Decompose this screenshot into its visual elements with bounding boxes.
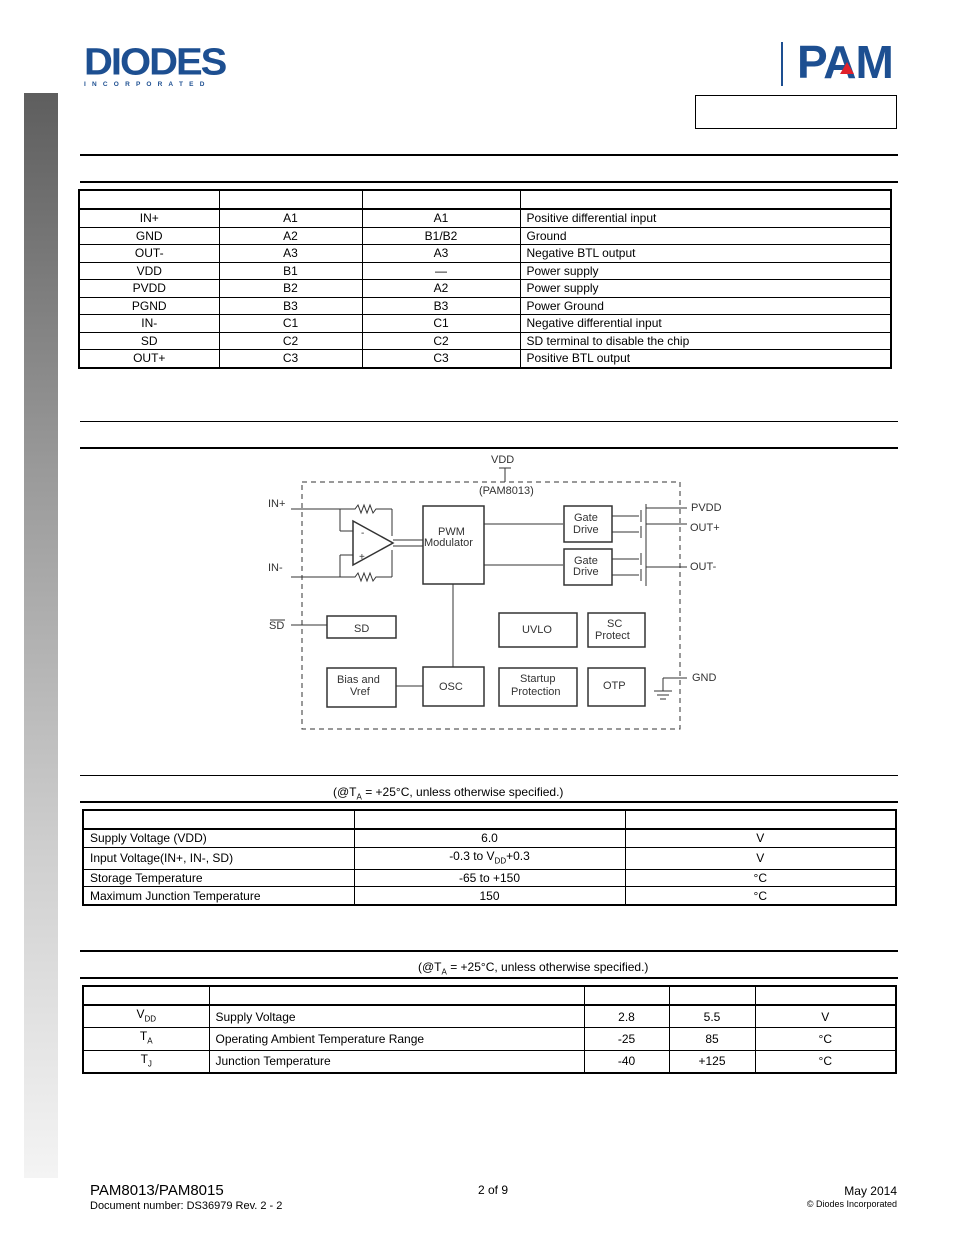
footer-page-number: 2 of 9 [478,1183,509,1197]
sc-label-2: Protect [595,630,630,642]
diodes-logo-subtext: I N C O R P O R A T E D [84,81,207,88]
table-row: GND A2 B1/B2 Ground [79,227,891,245]
gnd-label: GND [692,672,717,684]
header-blank-box [695,95,897,129]
startup-label-1: Startup [520,673,556,685]
in-minus-label: IN- [268,562,283,574]
pin-table-header [79,190,891,209]
table-row: $T_A$ Operating Ambient Temperature Range -25 85 °C [83,1028,896,1050]
gate1-label-2: Drive [573,524,599,536]
table-row: SD C2 C2 SD terminal to disable the chip [79,332,891,350]
header-divider [781,42,783,86]
gate2-label-2: Drive [573,566,599,578]
table-row: IN- C1 C1 Negative differential input [79,315,891,333]
diodes-logo-text: DIODES [84,41,226,83]
sd-pin-label: SD [269,620,285,632]
recop-note: ($@T_A = +25^\circ C$, unless otherwise specified.) [418,960,649,977]
footer-part-number: PAM8013/PAM8015 [90,1182,224,1199]
table-row: OUT+ C3 C3 Positive BTL output [79,350,891,368]
sc-label-1: SC [607,618,623,630]
gate2-label-1: Gate [574,555,598,567]
out-minus-label: OUT- [690,561,717,573]
table-row: IN+ A1 A1 Positive differential input [79,209,891,227]
pwm-label-1: PWM [438,526,465,538]
absmax-rule-bottom [80,801,898,803]
absmax-table [82,809,897,906]
diodes-logo [84,41,256,90]
table-row: $V_{DD}$ Supply Voltage 2.8 5.5 V [83,1005,896,1028]
diagram-rule-top [80,421,898,422]
bias-label-2: Vref [350,686,370,698]
pam-logo-text: PAM [797,36,893,88]
bias-label-1: Bias and [337,674,380,686]
diagram-rule-bottom [80,447,898,449]
absmax-table-header [83,810,896,829]
in-plus-label: IN+ [268,498,286,510]
uvlo-label: UVLO [522,624,552,636]
table-row: VDD B1 — Power supply [79,262,891,280]
vdd-label: VDD [491,454,515,466]
feedback-resistor-top [340,505,392,513]
out-plus-label: OUT+ [690,522,720,534]
section-rule-top [80,154,898,156]
pwm-label-2: Modulator [424,537,473,549]
startup-label-2: Protection [511,686,561,698]
pam-logo [797,36,901,88]
footer-document-number: Document number: DS36979 Rev. 2 - 2 [90,1200,283,1212]
section-rule-bottom [80,181,898,183]
otp-label: OTP [603,680,626,692]
absmax-note: ($@T_A = +25^\circ C$, unless otherwise specified.) [333,785,564,802]
table-row: Supply Voltage (VDD) 6.0 V [83,829,896,847]
osc-label: OSC [439,681,463,693]
pvdd-label: PVDD [691,502,722,514]
pam-red-triangle-icon [840,62,854,74]
opamp-minus-sign: - [361,528,365,539]
sd-block-label: SD [354,623,370,635]
pin-table [78,189,892,369]
recop-rule-top [80,950,898,952]
table-row: PVDD B2 A2 Power supply [79,280,891,298]
footer-date: May 2014 [844,1184,897,1198]
feedback-resistor-bottom [340,573,392,581]
block-diagram [255,450,735,740]
table-row: PGND B3 B3 Power Ground [79,297,891,315]
gate1-label-1: Gate [574,512,598,524]
table-row: $T_J$ Junction Temperature -40 +125 °C [83,1050,896,1073]
part-label: (PAM8013) [479,485,534,497]
table-row: Storage Temperature -65 to +150 °C [83,869,896,887]
table-row: Maximum Junction Temperature 150 °C [83,887,896,905]
recop-table [82,985,897,1074]
opamp-plus-sign: + [359,552,365,563]
side-gradient-bar [24,93,58,1178]
footer-copyright: © Diodes Incorporated [806,1199,897,1209]
table-row: Input Voltage(IN+, IN-, SD) -0.3 to $V_{DD}+0.3$ V [83,847,896,869]
table-row: OUT- A3 A3 Negative BTL output [79,245,891,263]
recop-rule-bottom [80,977,898,979]
absmax-rule-top [80,775,898,776]
recop-table-header [83,986,896,1005]
